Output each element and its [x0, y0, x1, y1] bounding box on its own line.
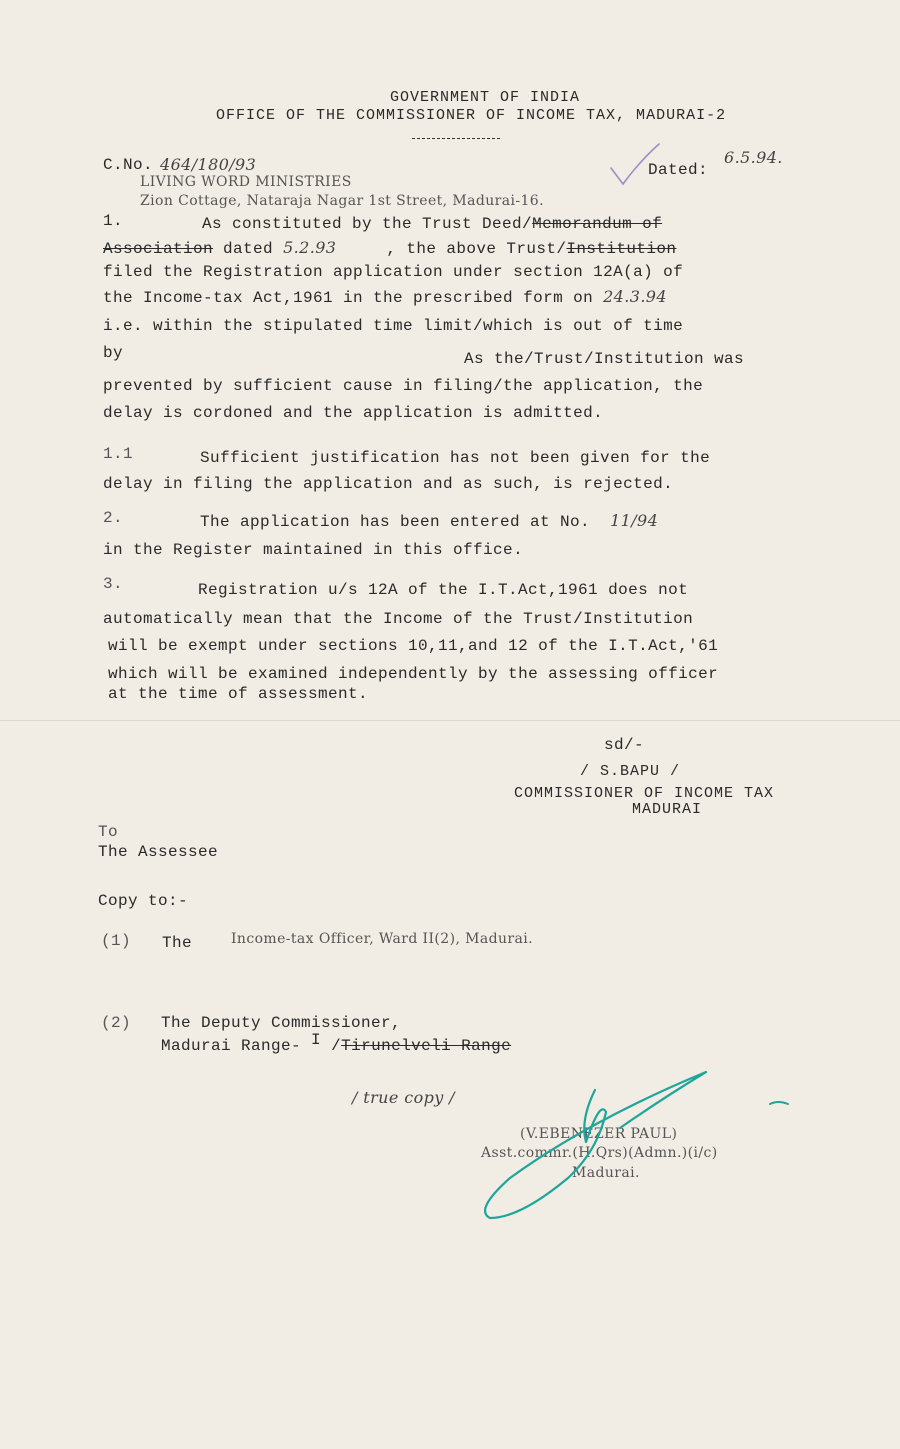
application-date: 24.3.94 — [603, 287, 667, 306]
para2-line2: in the Register maintained in this office. — [103, 541, 524, 559]
para1-line8: delay is cordoned and the application is admitted. — [103, 404, 604, 422]
para1-struck-memorandum: Memorandum of — [532, 215, 663, 233]
to-assessee: The Assessee — [98, 843, 219, 861]
copy-item1-the: The — [162, 934, 193, 952]
cno-value: 464/180/93 — [160, 155, 257, 174]
para1-struck-association: Association — [103, 240, 214, 258]
para1-line3: filed the Registration application under section 12A(a) of — [103, 263, 684, 281]
header-underline — [412, 138, 500, 139]
trust-deed-date: 5.2.93 — [283, 238, 337, 257]
para1-line5: i.e. within the stipulated time limit/which is out of time — [103, 317, 684, 335]
para1-line1-text: As constituted by the Trust Deed/ — [202, 215, 533, 233]
check-mark-icon — [603, 140, 663, 190]
copy-item2-line1: The Deputy Commissioner, — [161, 1014, 402, 1032]
para2-line1-text: The application has been entered at No. — [200, 513, 591, 531]
copy-item1-number: (1) — [101, 932, 132, 950]
copy-item2-number: (2) — [101, 1014, 132, 1032]
para11-line1: Sufficient justification has not been given for the — [200, 449, 711, 467]
para1-number: 1. — [103, 212, 124, 230]
copy-item2-slash: / — [331, 1037, 342, 1055]
signed-mark: sd/- — [604, 736, 645, 754]
para1-line6-by: by — [103, 344, 124, 362]
signature-icon — [470, 1060, 800, 1230]
copy-to-label: Copy to:- — [98, 892, 189, 910]
signatory-title: COMMISSIONER OF INCOME TAX — [514, 785, 775, 802]
header-government: GOVERNMENT OF INDIA — [390, 89, 581, 106]
copy-item2-line2 — [161, 1031, 512, 1056]
copy-item1-officer: Income-tax Officer, Ward II(2), Madurai. — [231, 931, 533, 947]
copy-item2-roman: I — [311, 1031, 322, 1049]
signatory-name: / S.BAPU / — [580, 763, 681, 780]
para3-line3: will be exempt under sections 10,11,and 12 of the I.T.Act,'61 — [108, 637, 719, 655]
registration-number: 11/94 — [610, 511, 659, 530]
para3-line2: automatically mean that the Income of the Trust/Institution — [103, 610, 694, 628]
para1-dated-word: dated — [223, 240, 274, 258]
signatory-place: MADURAI — [632, 801, 703, 818]
para2-number: 2. — [103, 509, 124, 527]
para1-line1 — [202, 214, 662, 234]
para1-line4 — [103, 287, 667, 308]
para3-number: 3. — [103, 575, 124, 593]
addressee-address: Zion Cottage, Nataraja Nagar 1st Street, Madurai-16. — [140, 193, 544, 209]
para1-line2 — [103, 238, 676, 259]
para1-struck-institution: Institution — [566, 240, 677, 258]
attest-place: Madurai. — [572, 1165, 640, 1181]
para1-trust-text: , the above Trust/ — [386, 240, 567, 258]
para3-line1: Registration u/s 12A of the I.T.Act,1961 does not — [198, 581, 689, 599]
para3-line4: which will be examined independently by the assessing officer — [108, 665, 719, 683]
attest-title: Asst.commr.(H.Qrs)(Admn.)(i/c) — [481, 1145, 718, 1161]
cno-label: C.No. — [103, 156, 154, 174]
attest-name: (V.EBENEZER PAUL) — [520, 1126, 678, 1142]
paper-fold-line — [0, 720, 900, 721]
to-label: To — [98, 823, 119, 841]
true-copy-mark: / true copy / — [352, 1088, 455, 1107]
para3-line5: at the time of assessment. — [108, 685, 369, 703]
para11-line2: delay in filing the application and as such, is rejected. — [103, 475, 674, 493]
addressee-name: LIVING WORD MINISTRIES — [140, 174, 352, 190]
dated-label: Dated: — [648, 161, 709, 179]
para1-line6: As the/Trust/Institution was — [464, 350, 745, 368]
para11-number: 1.1 — [103, 445, 134, 463]
para1-line7: prevented by sufficient cause in filing/the application, the — [103, 377, 704, 395]
para1-line4-text: the Income-tax Act,1961 in the prescribed form on — [103, 289, 594, 307]
copy-item2-struck-tirunelveli: Tirunelveli Range — [341, 1037, 512, 1055]
dated-value: 6.5.94. — [724, 148, 783, 167]
copy-item2-range: Madurai Range- — [161, 1037, 302, 1055]
header-office: OFFICE OF THE COMMISSIONER OF INCOME TAX, MADURAI-2 — [216, 107, 727, 124]
para2-line1 — [200, 511, 658, 532]
